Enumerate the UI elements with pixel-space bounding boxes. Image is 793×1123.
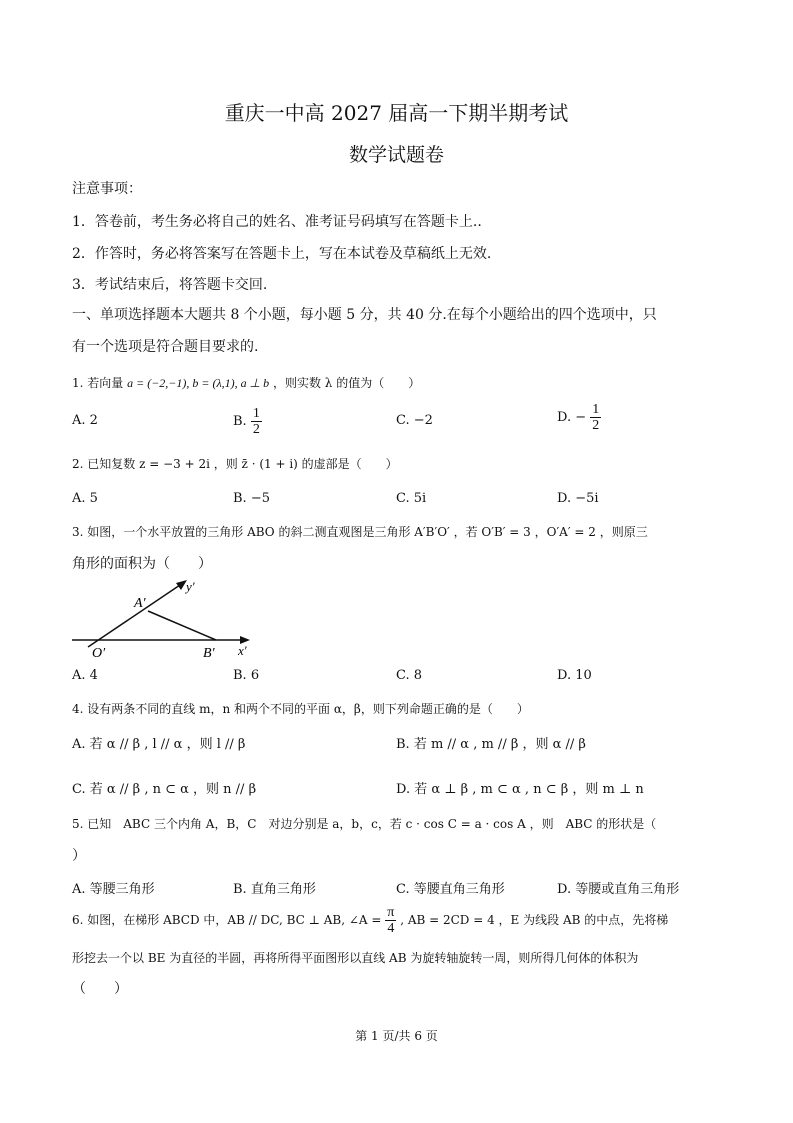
question-3-stem-line-1: 3. 如图，一个水平放置的三角形 ABO 的斜二测直观图是三角形 A′B′O′ ，若 O′B′ = 3 ，O′A′ = 2 ，则原三 bbox=[72, 525, 648, 539]
question-5-stem-line-2: ） bbox=[72, 848, 86, 864]
question-1-option-b bbox=[233, 406, 262, 437]
question-4-option-b: B. 若 m // α , m // β ，则 α // β bbox=[396, 737, 586, 752]
question-6-stem-line-2: 形挖去一个以 BE 为直径的半圆，再将所得平面图形以直线 AB 为旋转轴旋转一周，则所得几何体的体积为 bbox=[72, 951, 639, 965]
question-5-option-c: C. 等腰直角三角形 bbox=[396, 882, 505, 897]
question-4-option-c: C. 若 α // β , n ⊂ α ，则 n // β bbox=[72, 782, 257, 797]
question-4-option-d: D. 若 α ⊥ β , m ⊂ α , n ⊂ β ，则 m ⊥ n bbox=[396, 782, 644, 797]
question-1-stem bbox=[72, 374, 420, 391]
question-6-stem-line-3: （ ） bbox=[72, 981, 128, 997]
question-6-suffix: , AB = 2CD = 4 ，E 为线段 AB 的中点，先将梯 bbox=[400, 913, 669, 927]
fraction-denominator: 2 bbox=[592, 418, 600, 433]
question-4-stem: 4. 设有两条不同的直线 m，n 和两个不同的平面 α，β，则下列命题正确的是（ ） bbox=[72, 702, 529, 716]
question-2-option-d: D. −5i bbox=[557, 491, 599, 506]
question-2-option-c: C. 5i bbox=[396, 491, 427, 506]
question-1-option-a: A. 2 bbox=[72, 413, 98, 428]
question-6-stem-line-1 bbox=[72, 905, 668, 936]
label-b: B′ bbox=[203, 646, 215, 660]
question-3-option-a: A. 4 bbox=[72, 668, 98, 683]
section-heading-line-2: 有一个选项是符合题目要求的. bbox=[72, 339, 259, 355]
page-number: 第 1 页/共 6 页 bbox=[355, 1029, 438, 1043]
note-item-1: 1．答卷前，考生务必将自己的姓名、准考证号码填写在答题卡上.. bbox=[72, 214, 482, 230]
fraction-denominator: 2 bbox=[252, 422, 260, 437]
section-heading-line-1: 一、单项选择题本大题共 8 个小题，每小题 5 分，共 40 分.在每个小题给出的四个选项中，只 bbox=[72, 307, 657, 323]
question-1-option-b-label: B. bbox=[233, 414, 247, 429]
fraction-numerator: 1 bbox=[252, 406, 260, 421]
notes-heading: 注意事项： bbox=[72, 181, 142, 197]
question-1-suffix: ，则实数 λ 的值为（ ） bbox=[272, 376, 421, 390]
fraction-denominator: 4 bbox=[387, 921, 395, 936]
question-5-option-b: B. 直角三角形 bbox=[233, 882, 316, 897]
question-5-option-d: D. 等腰或直角三角形 bbox=[557, 882, 680, 897]
question-1-prefix: 1. 若向量 bbox=[72, 376, 124, 390]
oblique-triangle-figure bbox=[70, 575, 260, 660]
question-3-stem-line-2: 角形的面积为（ ） bbox=[72, 556, 212, 572]
question-4-option-a: A. 若 α // β , l // α ，则 l // β bbox=[72, 737, 246, 752]
exam-subtitle: 数学试题卷 bbox=[348, 144, 444, 166]
question-2-stem: 2. 已知复数 z = −3 + 2i ，则 z̄ · (1 + i) 的虚部是（ ） bbox=[72, 457, 398, 471]
question-1-math: a = (−2,−1), b = (λ,1), a ⊥ b bbox=[127, 376, 270, 390]
note-item-2: 2．作答时，务必将答案写在答题卡上，写在本试卷及草稿纸上无效. bbox=[72, 246, 492, 262]
question-5-option-a: A. 等腰三角形 bbox=[72, 882, 155, 897]
question-1-option-c: C. −2 bbox=[396, 413, 433, 428]
question-3-option-c: C. 8 bbox=[396, 668, 423, 683]
question-1-option-d-label: D. − bbox=[557, 410, 587, 425]
question-3-option-d: D. 10 bbox=[557, 668, 592, 683]
y-axis-line bbox=[88, 585, 180, 647]
question-3-option-b: B. 6 bbox=[233, 668, 260, 683]
fraction-numerator: 1 bbox=[592, 402, 600, 417]
fraction bbox=[590, 402, 601, 433]
question-2-option-b: B. −5 bbox=[233, 491, 270, 506]
fraction bbox=[385, 905, 396, 936]
segment-ab bbox=[148, 611, 216, 640]
question-6-prefix: 6. 如图，在梯形 ABCD 中，AB // DC, BC ⊥ AB, ∠A = bbox=[72, 913, 382, 927]
question-2-option-a: A. 5 bbox=[72, 491, 98, 506]
fraction-numerator: π bbox=[387, 905, 395, 920]
label-x-axis: x′ bbox=[238, 643, 247, 658]
label-y-axis: y′ bbox=[186, 579, 195, 594]
label-a: A′ bbox=[134, 596, 146, 611]
question-5-stem-line-1: 5. 已知 ABC 三个内角 A，B，C 对边分别是 a，b，c，若 c · cos C = a · cos A ，则 ABC 的形状是（ bbox=[72, 817, 657, 831]
label-o: O′ bbox=[92, 646, 106, 660]
question-1-option-d bbox=[557, 402, 601, 433]
exam-title: 重庆一中高 2027 届高一下期半期考试 bbox=[224, 101, 569, 125]
note-item-3: 3．考试结束后，将答题卡交回. bbox=[72, 277, 268, 293]
fraction bbox=[251, 406, 262, 437]
